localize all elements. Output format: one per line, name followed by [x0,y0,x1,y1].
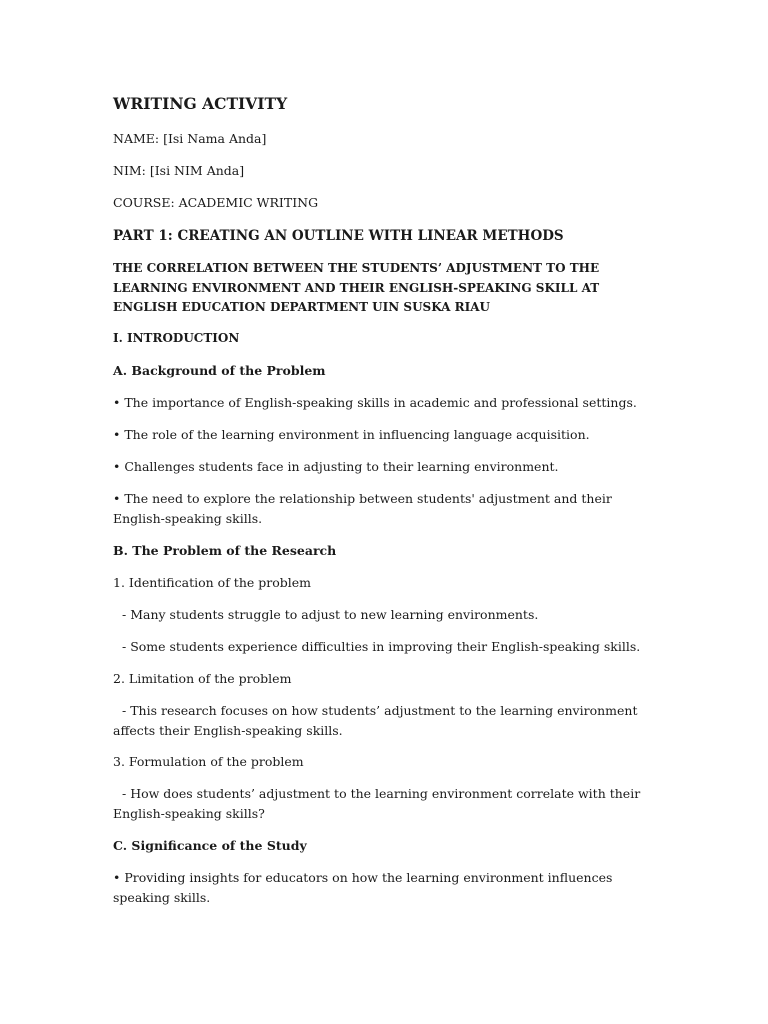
identification-item: - Many students struggle to adjust to new learning environments. [122,607,539,622]
background-bullet: • Challenges students face in adjusting to their learning environment. [113,459,559,474]
limitation-heading: 2. Limitation of the problem [113,671,292,686]
document-title: WRITING ACTIVITY [113,94,288,113]
section-introduction-heading: I. INTRODUCTION [113,331,240,345]
background-bullet: • The role of the learning environment in influencing language acquisition. [113,427,590,442]
identification-heading: 1. Identification of the problem [113,575,311,590]
limitation-item: - This research focuses on how students’ adjustment to the learning environment affects their English-speaking skills. [113,703,638,738]
nim-line: NIM: [Isi NIM Anda] [113,163,245,178]
formulation-heading: 3. Formulation of the problem [113,754,304,769]
formulation-item: - How does students’ adjustment to the learning environment correlate with their English-speaking skills? [113,786,641,821]
name-line: NAME: [Isi Nama Anda] [113,131,267,146]
part1-heading: PART 1: CREATING AN OUTLINE WITH LINEAR METHODS [113,228,564,244]
background-bullet: • The importance of English-speaking skills in academic and professional settings. [113,395,637,410]
background-bullet: • The need to explore the relationship between students' adjustment and their English-speaking skills. [113,491,612,526]
subsection-background-heading: A. Background of the Problem [113,363,326,378]
identification-item: - Some students experience difficulties in improving their English-speaking skills. [122,639,641,654]
research-title: THE CORRELATION BETWEEN THE STUDENTS’ ADJUSTMENT TO THE LEARNING ENVIRONMENT AND THEIR ENGLISH-SPEAKING SKILL AT ENGLISH EDUCATION DEPARTMENT UIN SUSKA RIAU [113,261,600,314]
subsection-significance-heading: C. Significance of the Study [113,838,307,853]
course-line: COURSE: ACADEMIC WRITING [113,195,319,210]
subsection-problem-heading: B. The Problem of the Research [113,543,337,558]
significance-bullet: • Providing insights for educators on how the learning environment influences speaking skills. [113,870,613,905]
